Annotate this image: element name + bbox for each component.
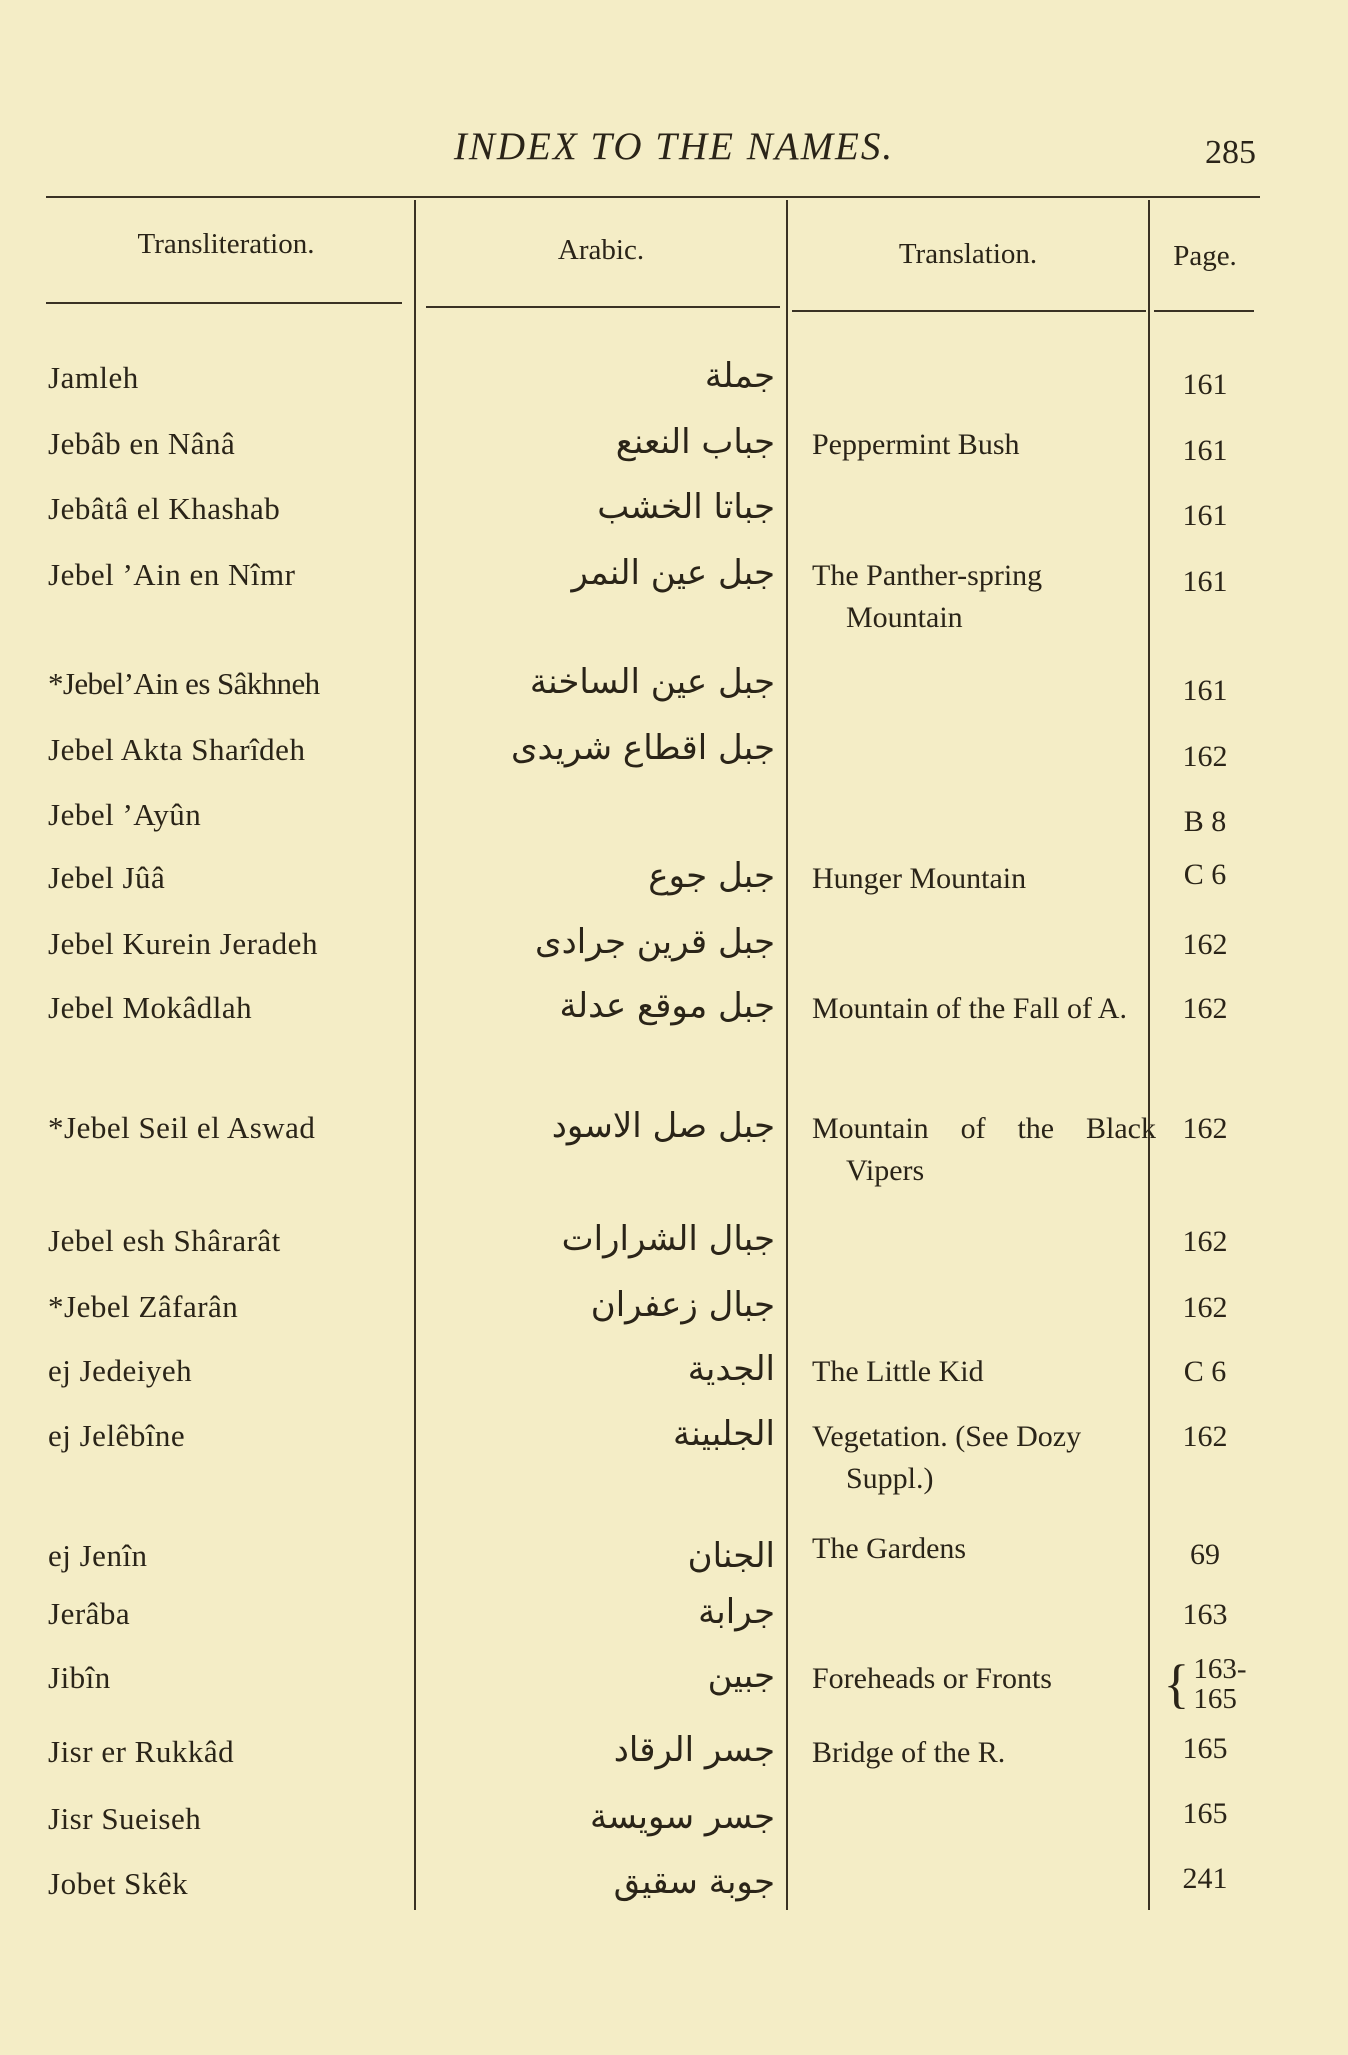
transliteration-cell: Jebel ’Ayûn (48, 797, 202, 832)
arabic-cell: جبل عين الساخنة (529, 662, 775, 702)
page-cell: 163 (1182, 1598, 1228, 1631)
table-row (0, 1219, 1348, 1283)
page-cell: C 6 (1183, 858, 1227, 891)
page-cell: 69 (1190, 1538, 1220, 1571)
top-rule (46, 196, 1260, 198)
translation-cell: Vegetation. (See Dozy Suppl.) (812, 1420, 1082, 1495)
arabic-cell: جبل عين النمر (571, 553, 775, 593)
translation-cell: Mountain of the Fall of A. (812, 992, 1127, 1025)
arabic-cell: جسر سويسة (590, 1797, 775, 1837)
arabic-cell: جملة (704, 356, 775, 396)
table-row (0, 553, 1348, 657)
page-cell: 161 (1182, 434, 1228, 467)
table-row (0, 356, 1348, 420)
page-cell: 162 (1182, 1291, 1228, 1324)
arabic-cell: الجلبينة (672, 1414, 775, 1454)
arabic-cell: جبل جوع (648, 856, 775, 896)
page-cell (1155, 1654, 1255, 1714)
page-cell: 162 (1182, 1225, 1228, 1258)
table-row (0, 487, 1348, 551)
translation-cell: The Little Kid (812, 1355, 984, 1388)
header-rule (792, 310, 1146, 312)
column-header-transliteration: Transliteration. (137, 228, 315, 260)
transliteration-cell: Jebel esh Shârarât (48, 1223, 281, 1258)
page-cell: 165 (1182, 1797, 1228, 1830)
transliteration-cell: Jobet Skêk (48, 1866, 189, 1901)
table-row (0, 797, 1348, 857)
translation-cell: Hunger Mountain (812, 862, 1027, 895)
arabic-cell: جباتا الخشب (597, 487, 775, 527)
arabic-cell: جبل قرين جرادى (535, 922, 775, 962)
translation-cell: The Gardens (812, 1532, 967, 1565)
table-row (0, 1730, 1348, 1794)
table-row (0, 986, 1348, 1090)
table-row (0, 1797, 1348, 1861)
table-row (0, 1285, 1348, 1349)
transliteration-cell: Jebâb en Nânâ (48, 426, 236, 461)
page-range-start: 163- (1193, 1653, 1247, 1685)
table-row (0, 662, 1348, 726)
transliteration-cell: *Jebel Seil el Aswad (48, 1110, 316, 1145)
page-cell: 162 (1182, 928, 1228, 961)
page-range-end: 165 (1193, 1683, 1237, 1715)
page-cell: 162 (1182, 992, 1228, 1025)
transliteration-cell: Jebel Jûâ (48, 860, 166, 895)
page-cell: 165 (1182, 1732, 1228, 1765)
table-row (0, 728, 1348, 792)
transliteration-cell: Jerâba (48, 1596, 131, 1631)
transliteration-cell: Jamleh (48, 360, 139, 395)
translation-cell: Bridge of the R. (812, 1736, 1006, 1769)
table-row (0, 1592, 1348, 1656)
arabic-cell: الجنان (687, 1536, 775, 1576)
column-header-translation: Translation. (898, 238, 1038, 270)
transliteration-cell: Jibîn (48, 1660, 111, 1695)
arabic-cell: جبل موقع عدلة (559, 986, 775, 1026)
header-rule (426, 306, 780, 308)
transliteration-cell: Jisr Sueiseh (48, 1801, 202, 1836)
page-title: INDEX TO THE NAMES. (453, 125, 895, 168)
transliteration-cell: ej Jenîn (48, 1538, 148, 1573)
arabic-cell: جوبة سقيق (613, 1862, 775, 1902)
arabic-cell: جسر الرقاد (613, 1730, 775, 1770)
arabic-cell: جرابة (698, 1592, 775, 1632)
page-cell: 161 (1182, 674, 1228, 707)
translation-cell: Foreheads or Fronts (812, 1662, 1052, 1695)
transliteration-cell: Jebel Akta Sharîdeh (48, 732, 306, 767)
brace-icon: { (1163, 1654, 1190, 1714)
translation-cell: The Panther-spring Mountain (812, 559, 1043, 634)
table-row (0, 1106, 1348, 1210)
transliteration-cell: Jebel Kurein Jeradeh (48, 926, 318, 961)
translation-cell: Peppermint Bush (812, 428, 1020, 461)
column-header-page: Page. (1173, 240, 1237, 272)
page-cell: 161 (1182, 368, 1228, 401)
arabic-cell: جبل اقطاع شريدى (510, 728, 775, 768)
table-row (0, 922, 1348, 986)
page-cell: 162 (1182, 1112, 1228, 1145)
transliteration-cell: Jisr er Rukkâd (48, 1734, 235, 1769)
transliteration-cell: ej Jedeiyeh (48, 1353, 193, 1388)
table-row (0, 1862, 1348, 1926)
table-row (0, 856, 1348, 920)
page-range (1163, 1654, 1246, 1714)
page-cell: B 8 (1183, 805, 1227, 838)
column-header-arabic: Arabic. (557, 234, 645, 266)
transliteration-cell: Jebel ’Ain en Nîmr (48, 557, 296, 592)
table-row (0, 1653, 1348, 1720)
page-cell: 161 (1182, 499, 1228, 532)
transliteration-cell: *Jebel Zâfarân (48, 1289, 239, 1324)
transliteration-cell: Jebel Mokâdlah (48, 990, 253, 1025)
header-rule (1154, 310, 1254, 312)
arabic-cell: جبل صل الاسود (551, 1106, 775, 1146)
arabic-cell: جباب النعنع (615, 422, 775, 462)
page-cell: 241 (1182, 1862, 1228, 1895)
table-row (0, 1414, 1348, 1518)
arabic-cell: الجدية (687, 1349, 775, 1389)
page-cell: 162 (1182, 1420, 1228, 1453)
table-row (0, 1349, 1348, 1413)
translation-cell: Mountain of the Black Vipers (812, 1112, 1156, 1187)
page-cell: C 6 (1183, 1355, 1227, 1388)
header-rule (46, 302, 402, 304)
arabic-cell: جبال الشرارات (561, 1219, 775, 1259)
transliteration-cell: Jebâtâ el Khashab (48, 491, 281, 526)
arabic-cell: جبين (707, 1656, 775, 1696)
page-cell: 161 (1182, 565, 1228, 598)
page-number: 285 (1205, 134, 1256, 171)
arabic-cell: جبال زعفران (590, 1285, 775, 1325)
page-cell: 162 (1182, 740, 1228, 773)
table-row (0, 1530, 1348, 1590)
table-row (0, 422, 1348, 486)
transliteration-cell: ej Jelêbîne (48, 1418, 186, 1453)
transliteration-cell: *Jebel’Ain es Sâkhneh (48, 666, 320, 701)
